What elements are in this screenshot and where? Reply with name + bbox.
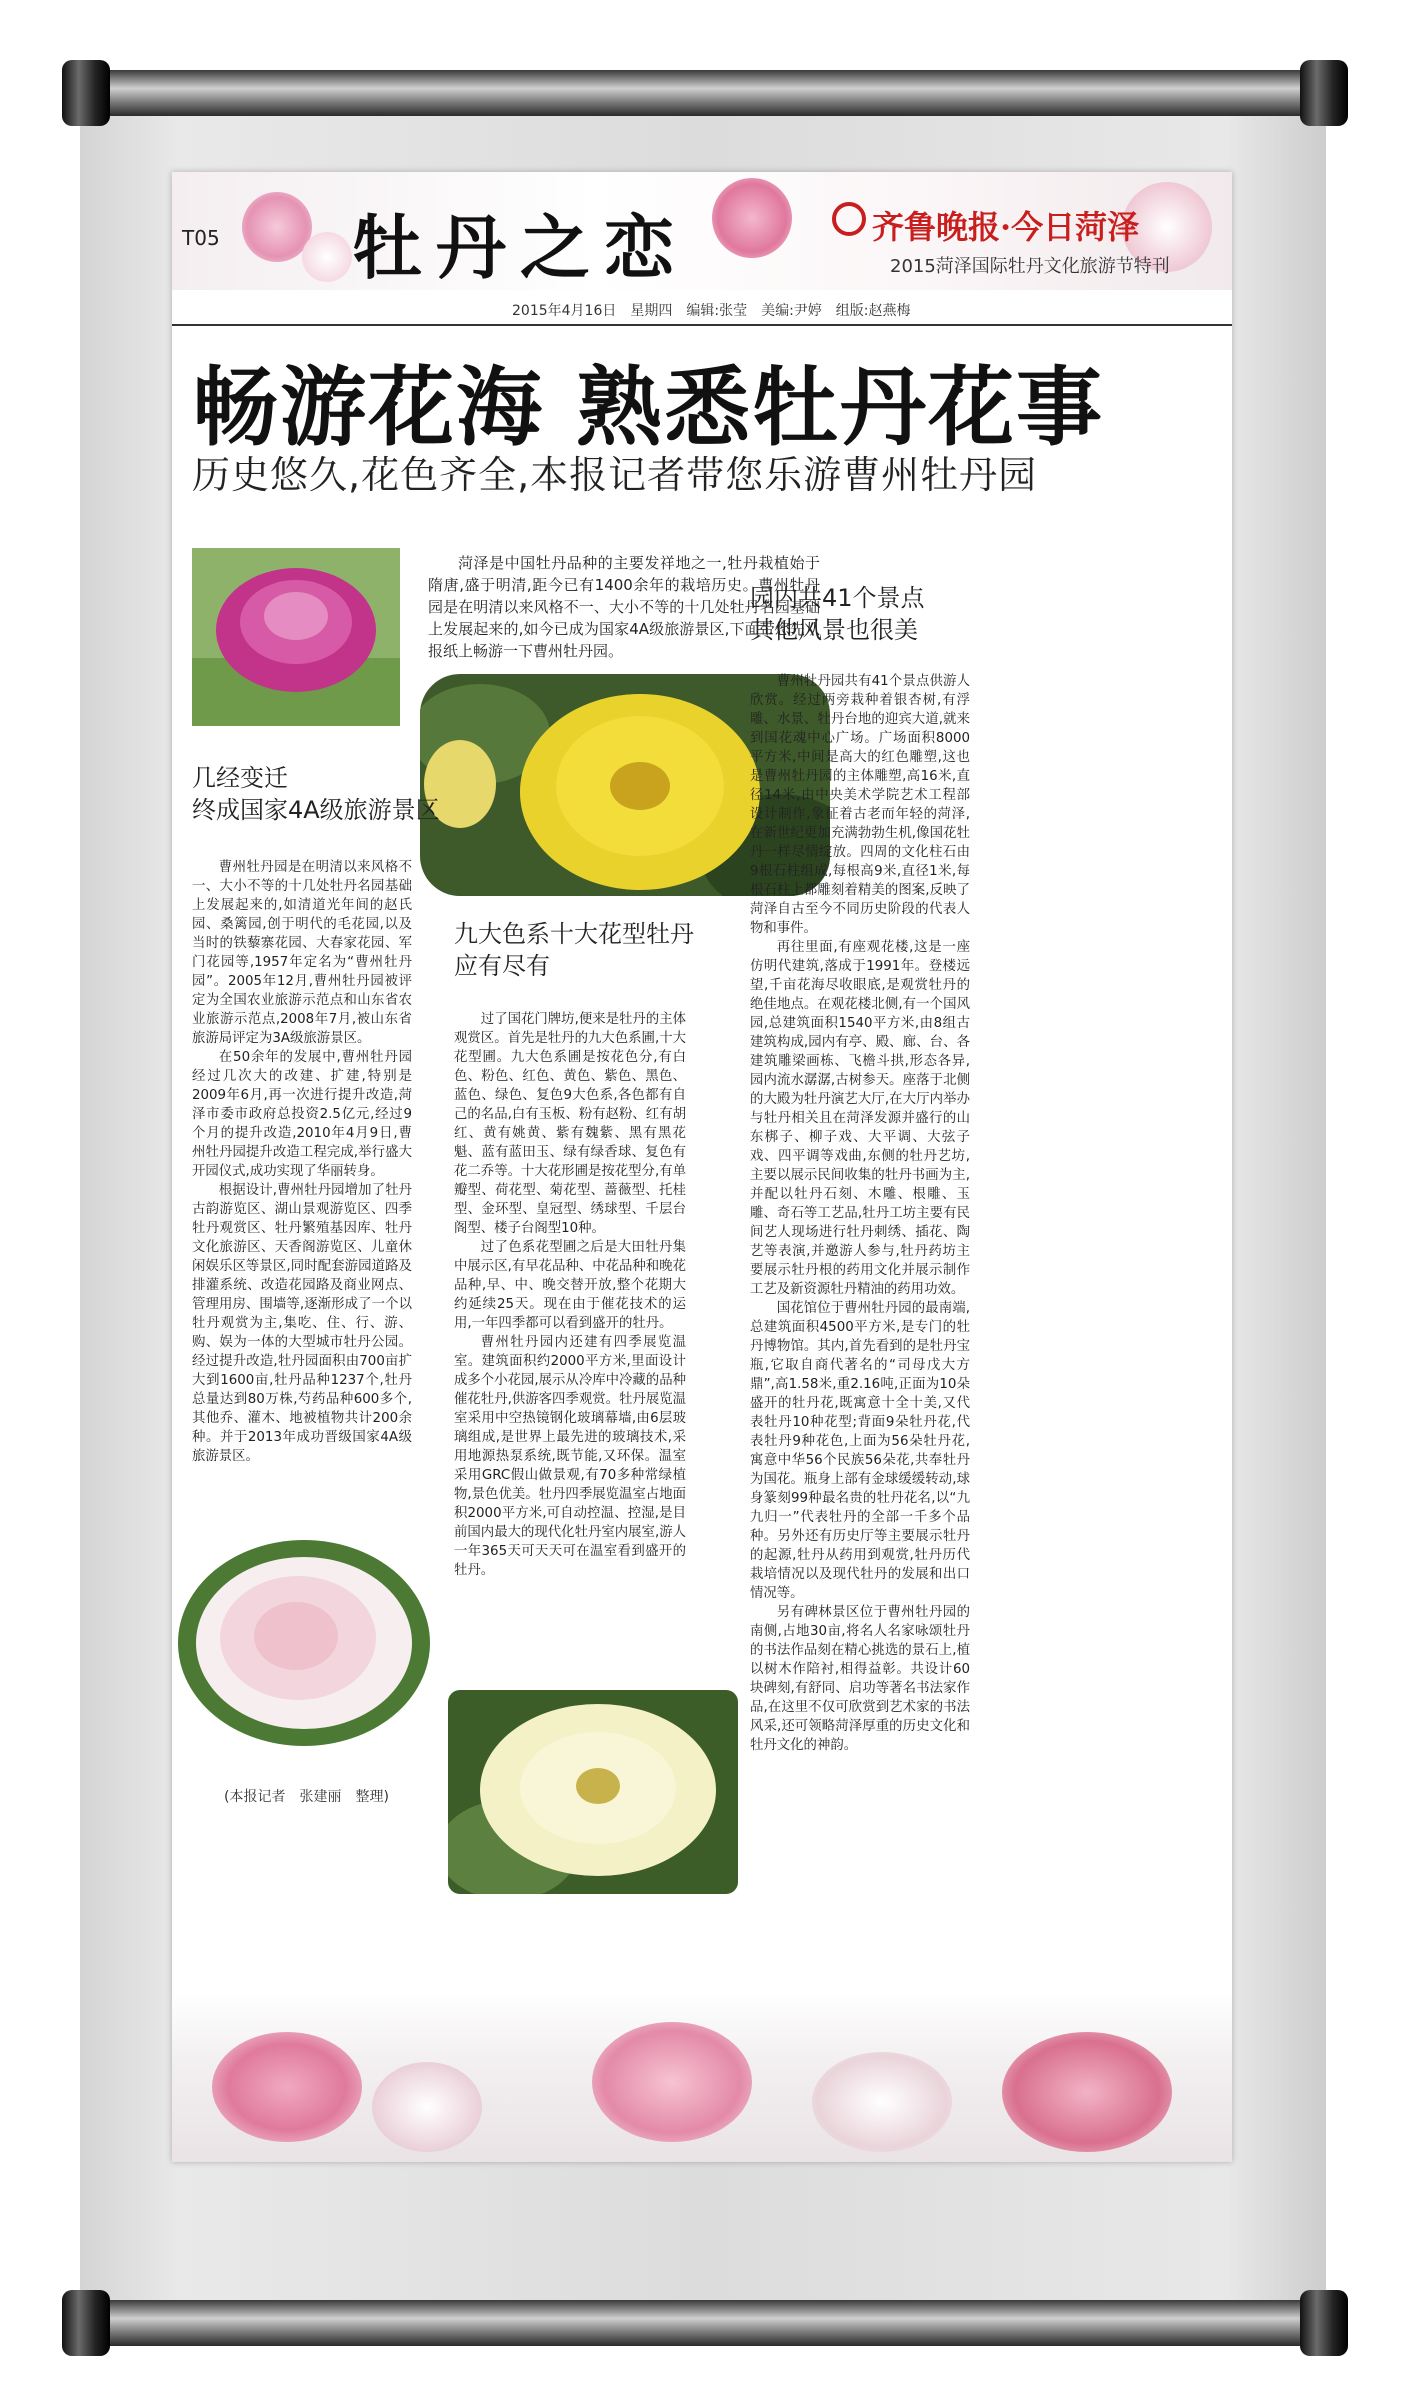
masthead-peony-decoration xyxy=(302,232,352,282)
special-issue-label: 2015菏泽国际牡丹文化旅游节特刊 xyxy=(890,256,1170,277)
footer-peony-decoration xyxy=(372,2062,482,2152)
scroll-rod-bottom xyxy=(68,2300,1338,2346)
scroll-knob-bottom-left xyxy=(62,2290,110,2356)
masthead-rule xyxy=(172,324,1232,326)
dateline: 2015年4月16日 星期四 编辑:张莹 美编:尹婷 组版:赵燕梅 xyxy=(512,303,911,319)
col1-heading: 几经变迁 终成国家4A级旅游景区 xyxy=(192,764,440,824)
footer-peony-decoration xyxy=(812,2052,952,2152)
col1-body: 曹州牡丹园是在明清以来风格不一、大小不等的十几处牡丹名园基础上发展起来的,如清道光年间的赵氏园、桑篱园,创于明代的毛花园,以及当时的铁藜寨花园、大春家花园、军门花园等,1957年定名为“曹州牡丹园”。2005年12月,曹州牡丹园被评定为全国农业旅游示范点和山东省农业旅游示范点,2008年7月,被山东省旅游局评定为3A级旅游景区。 在50余年的发展中,曹州牡丹园经过几次大的改建、扩建,特别是2009年6月,再一次进行提升改造,菏泽市委市政府总投资2.5亿元,经过9个月的提升改造,2010年4月9日,曹州牡丹园提升改造工程完成,举行盛大开园仪式,成功实现了华丽转身。 根据设计,曹州牡丹园增加了牡丹古韵游览区、湖山景观游览区、四季牡丹观赏区、牡丹繁殖基因库、牡丹文化旅游区、天香阁游览区、儿童休闲娱乐区等景区,同时配套游园道路及排灌系统、改造花园路及商业网点、管理用房、围墙等,逐渐形成了一个以牡丹观赏为主,集吃、住、行、游、购、娱为一体的大型城市牡丹公园。经过提升改造,牡丹园面积由700亩扩大到1600亩,牡丹品种1237个,牡丹总量达到80万株,芍药品种600多个,其他乔、灌木、地被植物共计200余种。并于2013年成功晋级国家4A级旅游景区。 xyxy=(192,860,412,1464)
intro-paragraph: 菏泽是中国牡丹品种的主要发祥地之一,牡丹栽植始于隋唐,盛于明清,距今已有1400余年的栽培历史。曹州牡丹园是在明清以来风格不一、大小不等的十几处牡丹名园基础上发展起来的,如今已成为国家4A级旅游景区,下面带您先从报纸上畅游一下曹州牡丹园。 xyxy=(428,554,820,660)
main-headline: 畅游花海 熟悉牡丹花事 xyxy=(192,358,1104,458)
photo-white-pink-peony xyxy=(178,1540,430,1746)
brand-logo-icon xyxy=(832,202,866,236)
scroll-knob-bottom-right xyxy=(1300,2290,1348,2356)
photo-cream-peony xyxy=(448,1690,738,1894)
sub-headline: 历史悠久,花色齐全,本报记者带您乐游曹州牡丹园 xyxy=(192,453,1038,497)
scroll-knob-top-right xyxy=(1300,60,1348,126)
footer-peony-decoration xyxy=(592,2022,752,2142)
col3-body: 曹州牡丹园共有41个景点供游人欣赏。经过两旁栽种着银杏树,有浮雕、水景、牡丹台地的迎宾大道,就来到国花魂中心广场。广场面积8000平方米,中间是高大的红色雕塑,这也是曹州牡丹园的主体雕塑,高16米,直径14米,由中央美术学院艺术工程部设计制作,象征着古老而年轻的菏泽,在新世纪更加充满勃勃生机,像国花牡丹一样尽情绽放。四周的文化柱石由9根石柱组成,每根高9米,直径1米,每根石柱上都雕刻着精美的图案,反映了菏泽自古至今不同历史阶段的代表人物和事件。 再往里面,有座观花楼,这是一座仿明代建筑,落成于1991年。登楼远望,千亩花海尽收眼底,是观赏牡丹的绝佳地点。在观花楼北侧,有一个国风园,总建筑面积1540平方米,由8组古建筑构成,园内有亭、殿、廊、台、各建筑雕梁画栋、飞檐斗拱,形态各异,园内流水潺潺,古树参天。座落于北侧的大殿为牡丹演艺大厅,在大厅内举办与牡丹相关且在菏泽发源并盛行的山东梆子、柳子戏、大平调、大弦子戏、四平调等戏曲,东侧的牡丹艺坊,主要以展示民间收集的牡丹书画为主,并配以牡丹石刻、木雕、根雕、玉雕、奇石等工艺品,牡丹工坊主要有民间艺人现场进行牡丹刺绣、插花、陶艺等表演,并邀游人参与,牡丹药坊主要展示牡丹根的药用文化并展示制作工艺及新资源牡丹精油的药用功效。 国花馆位于曹州牡丹园的最南端,总建筑面积4500平方米,是专门的牡丹博物馆。其内,首先看到的是牡丹宝瓶,它取自商代著名的“司母戊大方鼎”,高1.58米,重2.16吨,正面为10朵盛开的牡丹花,既寓意十全十美,又代表牡丹10种花型;背面9朵牡丹花,代表牡丹9种花色,上面为56朵牡丹花,寓意中华56个民族56朵花,共奉牡丹为国花。瓶身上部有金球缓缓转动,球身篆刻99种最名贵的牡丹花名,以“九九归一”代表牡丹的全部一千多个品种。另外还有历史厅等主要展示牡丹的起源,牡丹从药用到观赏,牡丹历代栽培情况以及现代牡丹的发展和出口情况等。 另有碑林景区位于曹州牡丹园的南侧,占地30亩,将名人名家咏颂牡丹的书法作品刻在精心挑选的景石上,植以树木作陪衬,相得益彰。共设计60块碑刻,有舒同、启功等著名书法家作品,在这里不仅可欣赏到艺术家的书法风采,还可领略菏泽厚重的历史文化和牡丹文化的神韵。 xyxy=(750,674,970,1753)
page-number: T05 xyxy=(182,226,220,250)
masthead-peony-decoration xyxy=(712,178,792,258)
section-title: 牡丹之恋 xyxy=(352,206,688,289)
col3-heading: 园内共41个景点 其他风景也很美 xyxy=(750,584,925,644)
footer-peony-decoration xyxy=(1002,2032,1172,2152)
col2-heading: 九大色系十大花型牡丹 应有尽有 xyxy=(454,920,694,980)
bottom-peony-painting xyxy=(172,1992,1232,2162)
col2-body: 过了国花门牌坊,便来是牡丹的主体观赏区。首先是牡丹的九大色系圃,十大花型圃。九大色系圃是按花色分,有白色、粉色、红色、黄色、紫色、黑色、蓝色、绿色、复色9大色系,各色都有自己的名品,白有玉板、粉有赵粉、红有胡红、黄有姚黄、紫有魏紫、黑有黑花魁、蓝有蓝田玉、绿有绿香球、复色有花二乔等。十大花形圃是按花型分,有单瓣型、荷花型、菊花型、蔷薇型、托桂型、金环型、皇冠型、绣球型、千层台阁型、楼子台阁型10种。 过了色系花型圃之后是大田牡丹集中展示区,有早花品种、中花品种和晚花品种,早、中、晚交替开放,整个花期大约延续25天。现在由于催花技术的运用,一年四季都可以看到盛开的牡丹。 曹州牡丹园内还建有四季展览温室。建筑面积约2000平方米,里面设计成多个小花园,展示从冷库中冷藏的品种催花牡丹,供游客四季观赏。牡丹展览温室采用中空热镜钢化玻璃幕墙,由6层玻璃组成,是世界上最先进的玻璃技术,采用地源热泵系统,既节能,又环保。温室采用GRC假山做景观,有70多种常绿植物,景色优美。牡丹四季展览温室占地面积2000平方米,可自动控温、控湿,是目前国内最大的现代化牡丹室内展室,游人一年365天可天天可在温室看到盛开的牡丹。 xyxy=(454,1012,686,1578)
newspaper-brand: 齐鲁晚报·今日菏泽 xyxy=(872,208,1140,246)
newspaper-page xyxy=(172,172,1232,2162)
scroll-knob-top-left xyxy=(62,60,110,126)
footer-peony-decoration xyxy=(212,2032,362,2142)
photo-magenta-peony xyxy=(192,548,400,726)
scroll-rod-top xyxy=(68,70,1338,116)
reporter-credit: (本报记者 张建丽 整理) xyxy=(224,1789,389,1805)
